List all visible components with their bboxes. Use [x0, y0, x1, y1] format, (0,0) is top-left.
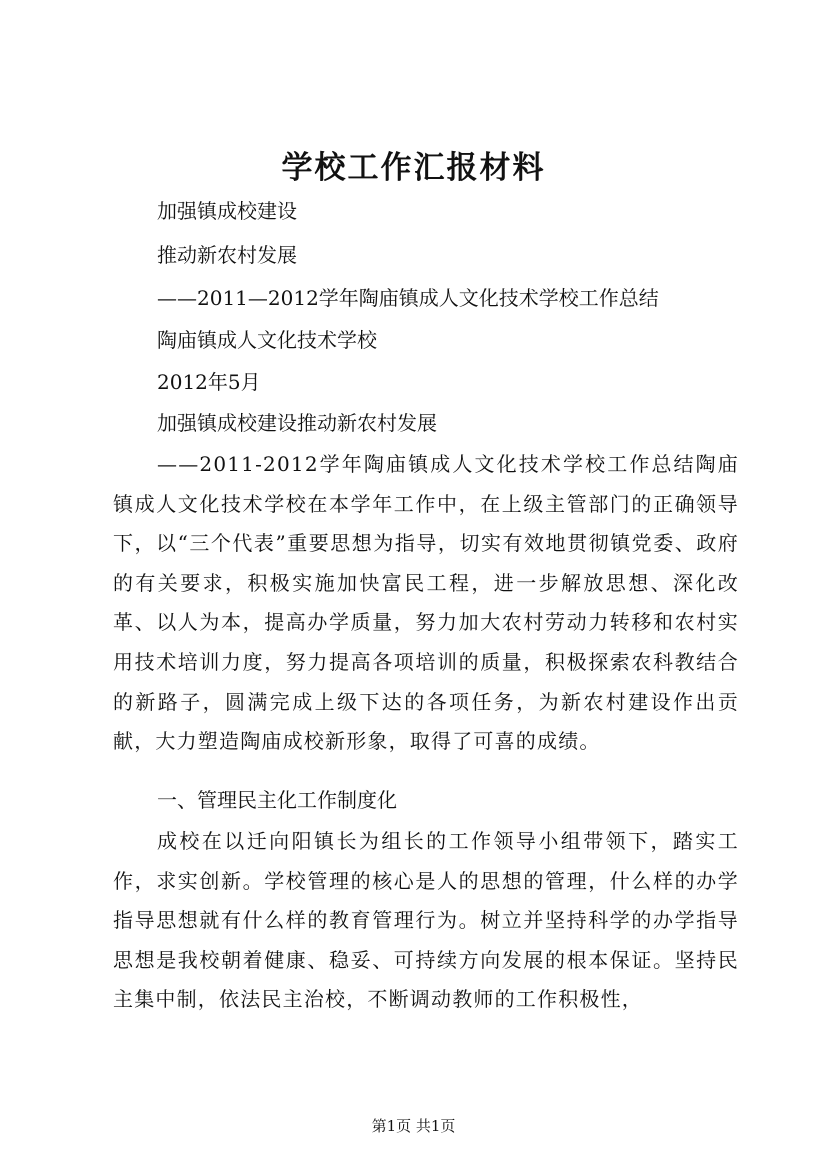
section-heading: 一、管理民主化工作制度化	[157, 788, 397, 812]
document-title: 学校工作汇报材料	[281, 150, 546, 186]
header-line-5: 2012年5月	[157, 370, 261, 394]
page-footer: 第1页 共1页	[371, 1117, 456, 1135]
body-paragraph-1: ——2011-2012学年陶庙镇成人文化技术学校工作总结陶庙镇成人文化技术学校在本学年工作中，在上级主管部门的正确领导下，以“三个代表”重要思想为指导，切实有效地贯彻镇党委、政府的有关要求，积极实施加快富民工程，进一步解放思想、深化改革、以人为本，提高办学质量，努力加大农村劳动力转移和农村实用技术培训力度，努力提高各项培训的质量，积极探索农科教结合的新路子，圆满完成上级下达的各项任务，为新农村建设作出贡献，大力塑造陶庙成校新形象，取得了可喜的成绩。	[113, 452, 739, 754]
header-line-6: 加强镇成校建设推动新农村发展	[157, 411, 437, 435]
body-paragraph-2: 成校在以迁向阳镇长为组长的工作领导小组带领下，踏实工作，求实创新。学校管理的核心是人的思想的管理，什么样的办学指导思想就有什么样的教育管理行为。树立并坚持科学的办学指导思想是我校朝着健康、稳妥、可持续方向发展的根本保证。坚持民主集中制，依法民主治校，不断调动教师的工作积极性，	[113, 829, 739, 1012]
header-line-3: ——2011—2012学年陶庙镇成人文化技术学校工作总结	[157, 286, 659, 310]
header-line-2: 推动新农村发展	[157, 243, 297, 267]
header-line-1: 加强镇成校建设	[157, 199, 297, 223]
header-line-4: 陶庙镇成人文化技术学校	[157, 328, 377, 352]
